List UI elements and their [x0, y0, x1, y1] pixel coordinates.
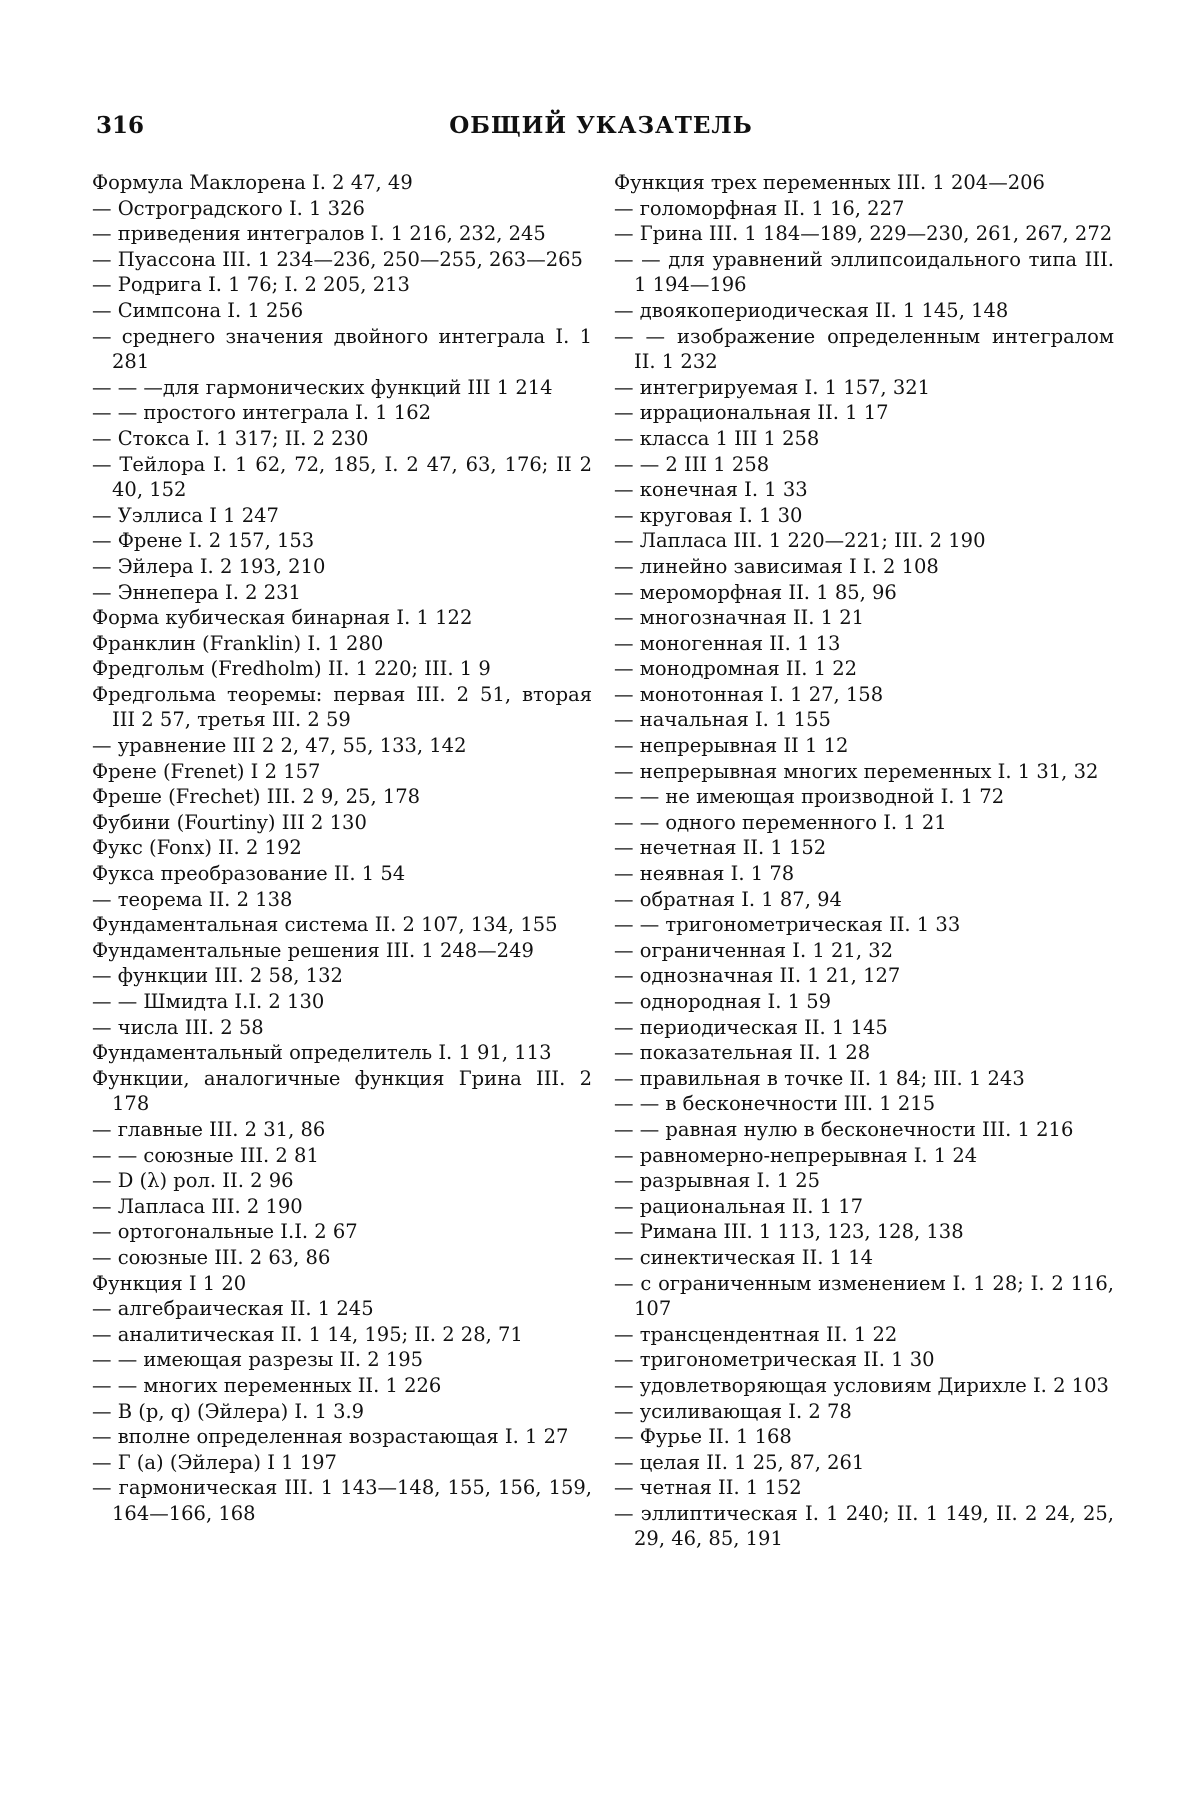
index-entry: — начальная I. 1 155 — [614, 708, 831, 732]
index-entry: — — тригонометрическая II. 1 33 — [614, 913, 961, 937]
index-entry: — Родрига I. 1 76; I. 2 205, 213 — [92, 273, 410, 297]
index-entry: — монодромная II. 1 22 — [614, 657, 858, 681]
index-entry: — B (p, q) (Эйлера) I. 1 3.9 — [92, 1399, 365, 1423]
index-entry: — нечетная II. 1 152 — [614, 836, 827, 860]
index-entry: — с ограниченным изменением I. 1 28; I. 2 116, 107 — [614, 1271, 1114, 1321]
index-entry: — Стокса I. 1 317; II. 2 230 — [92, 426, 369, 450]
index-entry: Функция трех переменных III. 1 204—206 — [614, 171, 1045, 194]
index-entry: — моногенная II. 1 13 — [614, 631, 841, 655]
index-entry: — Френе I. 2 157, 153 — [92, 529, 315, 553]
index-entry: — — простого интеграла I. 1 162 — [92, 401, 432, 425]
index-entry: — — Шмидта I.I. 2 130 — [92, 990, 325, 1013]
index-entry: — двоякопериодическая II. 1 145, 148 — [614, 298, 1009, 322]
index-entry: Фредгольм (Fredholm) II. 1 220; III. 1 9 — [92, 657, 491, 681]
index-entry: — голоморфная II. 1 16, 227 — [614, 196, 905, 220]
index-entry: — Римана III. 1 113, 123, 128, 138 — [614, 1220, 964, 1244]
index-entry: Фундаментальный определитель I. 1 91, 113 — [92, 1041, 552, 1065]
index-entry: — Симпсона I. 1 256 — [92, 298, 304, 322]
index-entry: — — одного переменного I. 1 21 — [614, 810, 947, 834]
index-entry: — Лапласа III. 1 220—221; III. 2 190 — [614, 529, 986, 553]
index-entry: — Грина III. 1 184—189, 229—230, 261, 267, 272 — [614, 222, 1113, 246]
index-entry: — гармоническая III. 1 143—148, 155, 156, 159, 164—166, 168 — [92, 1476, 592, 1525]
index-entry: — теорема II. 2 138 — [92, 887, 293, 911]
index-entry: — эллиптическая I. 1 240; II. 1 149, II. 2 24, 25, 29, 46, 85, 191 — [614, 1501, 1114, 1551]
index-entry: — трансцендентная II. 1 22 — [614, 1322, 898, 1346]
index-entry: — показательная II. 1 28 — [614, 1041, 871, 1065]
index-entry: — равномерно-непрерывная I. 1 24 — [614, 1143, 978, 1167]
index-entry: — усиливающая I. 2 78 — [614, 1399, 852, 1423]
index-entry: — Г (a) (Эйлера) I 1 197 — [92, 1450, 337, 1474]
index-entry: Фреше (Frechet) III. 2 9, 25, 178 — [92, 785, 421, 809]
index-entry: — разрывная I. 1 25 — [614, 1169, 821, 1193]
index-entry: — уравнение III 2 2, 47, 55, 133, 142 — [92, 734, 467, 758]
index-entry: — — равная нулю в бесконечности III. 1 216 — [614, 1117, 1074, 1141]
index-entry: — D (λ) рол. II. 2 96 — [92, 1169, 294, 1193]
index-entry: — непрерывная II 1 12 — [614, 734, 849, 758]
index-entry: — — имеющая разрезы II. 2 195 — [92, 1348, 424, 1372]
index-entry: — круговая I. 1 30 — [614, 503, 803, 527]
index-entry: Форма кубическая бинарная I. 1 122 — [92, 606, 473, 630]
index-entry: — интегрируемая I. 1 157, 321 — [614, 375, 931, 399]
index-entry: — союзные III. 2 63, 86 — [92, 1245, 331, 1269]
index-entry: — правильная в точке II. 1 84; III. 1 243 — [614, 1066, 1025, 1090]
index-entry: — Эннепера I. 2 231 — [92, 580, 301, 604]
index-entry: — — в бесконечности III. 1 215 — [614, 1092, 936, 1116]
index-entry: — аналитическая II. 1 14, 195; II. 2 28, 71 — [92, 1322, 523, 1346]
index-entry: — четная II. 1 152 — [614, 1476, 802, 1500]
page-number: 316 — [96, 112, 145, 139]
index-entry: Фукса преобразование II. 1 54 — [92, 862, 406, 886]
index-entry: — однозначная II. 1 21, 127 — [614, 964, 901, 988]
index-entry: Франклин (Franklin) I. 1 280 — [92, 631, 384, 655]
index-entry: — вполне определенная возрастающая I. 1 27 — [92, 1425, 569, 1449]
index-entry: — Фурье II. 1 168 — [614, 1425, 792, 1449]
index-entry: — непрерывная многих переменных I. 1 31, 32 — [614, 759, 1099, 783]
index-entry: — числа III. 2 58 — [92, 1015, 264, 1039]
index-entry: — обратная I. 1 87, 94 — [614, 887, 842, 911]
index-entry: — линейно зависимая I I. 2 108 — [614, 554, 939, 578]
index-entry: — среднего значения двойного интеграла I. 1 281 — [92, 324, 592, 374]
index-entry: Фундаментальная система II. 2 107, 134, 155 — [92, 913, 558, 937]
index-entry: — приведения интегралов I. 1 216, 232, 245 — [92, 222, 546, 246]
index-entry: — ограниченная I. 1 21, 32 — [614, 938, 894, 962]
index-entry: — многозначная II. 1 21 — [614, 606, 865, 630]
index-entry: — главные III. 2 31, 86 — [92, 1117, 326, 1141]
index-entry: — — не имеющая производной I. 1 72 — [614, 785, 1005, 809]
page-header — [96, 112, 1106, 152]
index-entry: Фредгольма теоремы: первая III. 2 51, вторая III 2 57, третья III. 2 59 — [92, 682, 592, 732]
index-entry: — иррациональная II. 1 17 — [614, 401, 889, 425]
index-entry: — — многих переменных II. 1 226 — [92, 1373, 442, 1397]
index-entry: — неявная I. 1 78 — [614, 862, 795, 886]
index-entry: — — для уравнений эллипсоидального типа III. 1 194—196 — [614, 247, 1114, 297]
index-entry: — удовлетворяющая условиям Дирихле I. 2 103 — [614, 1373, 1109, 1397]
index-entry: — Эйлера I. 2 193, 210 — [92, 554, 326, 578]
index-entry: Фундаментальные решения III. 1 248—249 — [92, 938, 534, 962]
index-entry: — функции III. 2 58, 132 — [92, 964, 343, 988]
index-entry: — мероморфная II. 1 85, 96 — [614, 580, 897, 604]
index-entry: Функция I 1 20 — [92, 1271, 247, 1295]
index-column-right — [614, 170, 1114, 1552]
index-entry: — Пуассона III. 1 234—236, 250—255, 263—265 — [92, 247, 583, 271]
index-entry: — тригонометрическая II. 1 30 — [614, 1348, 935, 1372]
index-entry: Френе (Frenet) I 2 157 — [92, 759, 321, 783]
index-entry: — монотонная I. 1 27, 158 — [614, 682, 884, 706]
index-entry: — класса 1 III 1 258 — [614, 426, 820, 450]
index-entry: — Тейлора I. 1 62, 72, 185, I. 2 47, 63, 176; II 2 40, 152 — [92, 452, 592, 502]
index-entry: — Остроградского I. 1 326 — [92, 196, 365, 220]
index-entry: Фукс (Fonx) II. 2 192 — [92, 836, 302, 860]
index-entry: — алгебраическая II. 1 245 — [92, 1297, 374, 1321]
index-entry: Фубини (Fourtiny) III 2 130 — [92, 810, 367, 834]
index-entry: — периодическая II. 1 145 — [614, 1015, 888, 1039]
index-entry: — конечная I. 1 33 — [614, 478, 808, 502]
index-entry: — — союзные III. 2 81 — [92, 1143, 319, 1167]
index-entry: — — 2 III 1 258 — [614, 452, 770, 476]
index-entry: — ортогональные I.I. 2 67 — [92, 1220, 358, 1244]
index-entry: — — изображение определенным интегралом II. 1 232 — [614, 324, 1114, 374]
index-entry: Функции, аналогичные функция Грина III. 2 178 — [92, 1066, 592, 1116]
index-column-left — [92, 170, 592, 1526]
index-entry: — целая II. 1 25, 87, 261 — [614, 1450, 865, 1474]
index-entry: — — —для гармонических функций III 1 214 — [92, 375, 553, 399]
index-entry: — Лапласа III. 2 190 — [92, 1194, 303, 1218]
index-entry: — Уэллиса I 1 247 — [92, 503, 279, 527]
index-entry: — рациональная II. 1 17 — [614, 1194, 864, 1218]
page-title: ОБЩИЙ УКАЗАТЕЛЬ — [449, 112, 753, 139]
index-entry: — однородная I. 1 59 — [614, 990, 832, 1013]
index-entry: — синектическая II. 1 14 — [614, 1245, 874, 1269]
index-entry: Формула Маклорена I. 2 47, 49 — [92, 171, 413, 194]
